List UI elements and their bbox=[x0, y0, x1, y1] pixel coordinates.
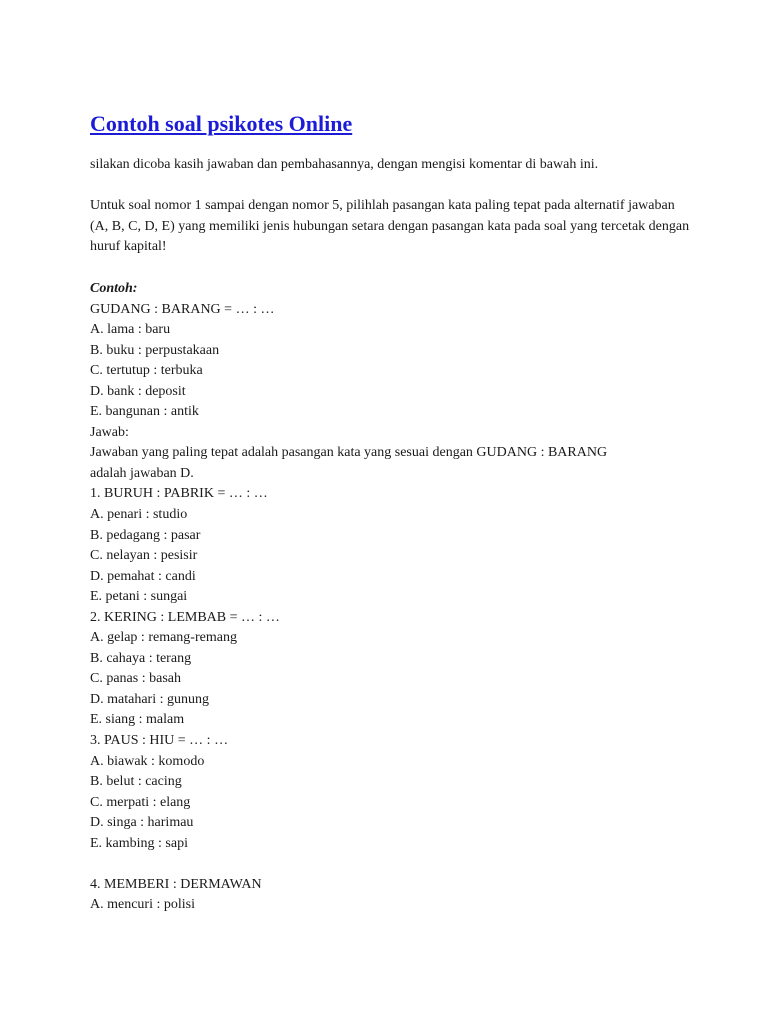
question-option: A. biawak : komodo bbox=[90, 753, 205, 769]
answer-label: Jawab: bbox=[90, 424, 129, 440]
question-option: D. matahari : gunung bbox=[90, 691, 209, 707]
question-option: B. belut : cacing bbox=[90, 774, 182, 790]
question-option: A. penari : studio bbox=[90, 507, 188, 523]
question-list bbox=[90, 279, 690, 916]
question-option: E. kambing : sapi bbox=[90, 835, 188, 851]
spacer bbox=[90, 854, 690, 875]
question-4: 4. MEMBERI : DERMAWAN bbox=[90, 876, 262, 892]
example-option: D. bank : deposit bbox=[90, 383, 186, 399]
question-option: B. pedagang : pasar bbox=[90, 527, 201, 543]
question-option: E. siang : malam bbox=[90, 712, 185, 728]
question-option: C. panas : basah bbox=[90, 671, 181, 687]
example-option: C. tertutup : terbuka bbox=[90, 363, 203, 379]
answer-text: Jawaban yang paling tepat adalah pasangan kata yang sesuai dengan GUDANG : BARANG bbox=[90, 445, 608, 461]
question-3: 3. PAUS : HIU = … : … bbox=[90, 733, 229, 749]
example-option: E. bangunan : antik bbox=[90, 404, 199, 420]
example-question: GUDANG : BARANG = … : … bbox=[90, 301, 275, 317]
question-option: C. merpati : elang bbox=[90, 794, 191, 810]
example-heading: Contoh: bbox=[90, 281, 138, 296]
question-option: A. mencuri : polisi bbox=[90, 897, 195, 913]
question-option: E. petani : sungai bbox=[90, 589, 188, 605]
question-option: B. cahaya : terang bbox=[90, 650, 192, 666]
example-option: A. lama : baru bbox=[90, 322, 171, 338]
example-option: B. buku : perpustakaan bbox=[90, 342, 220, 358]
page-title-link[interactable]: Contoh soal psikotes Online bbox=[90, 111, 353, 136]
intro-paragraph: silakan dicoba kasih jawaban dan pembahasannya, dengan mengisi komentar di bawah ini. bbox=[90, 157, 599, 172]
question-option: A. gelap : remang-remang bbox=[90, 630, 237, 646]
answer-text: adalah jawaban D. bbox=[90, 465, 194, 481]
question-2: 2. KERING : LEMBAB = … : … bbox=[90, 609, 280, 625]
question-1: 1. BURUH : PABRIK = … : … bbox=[90, 486, 268, 502]
instruction-paragraph: Untuk soal nomor 1 sampai dengan nomor 5, pilihlah pasangan kata paling tepat pada alternatif jawaban (A, B, C, D, E) yang memiliki jenis hubungan setara dengan pasangan kata pada soal yang tercetak dengan huruf kapital! bbox=[90, 198, 690, 255]
question-option: D. pemahat : candi bbox=[90, 568, 196, 584]
question-option: D. singa : harimau bbox=[90, 815, 194, 831]
question-option: C. nelayan : pesisir bbox=[90, 548, 198, 564]
